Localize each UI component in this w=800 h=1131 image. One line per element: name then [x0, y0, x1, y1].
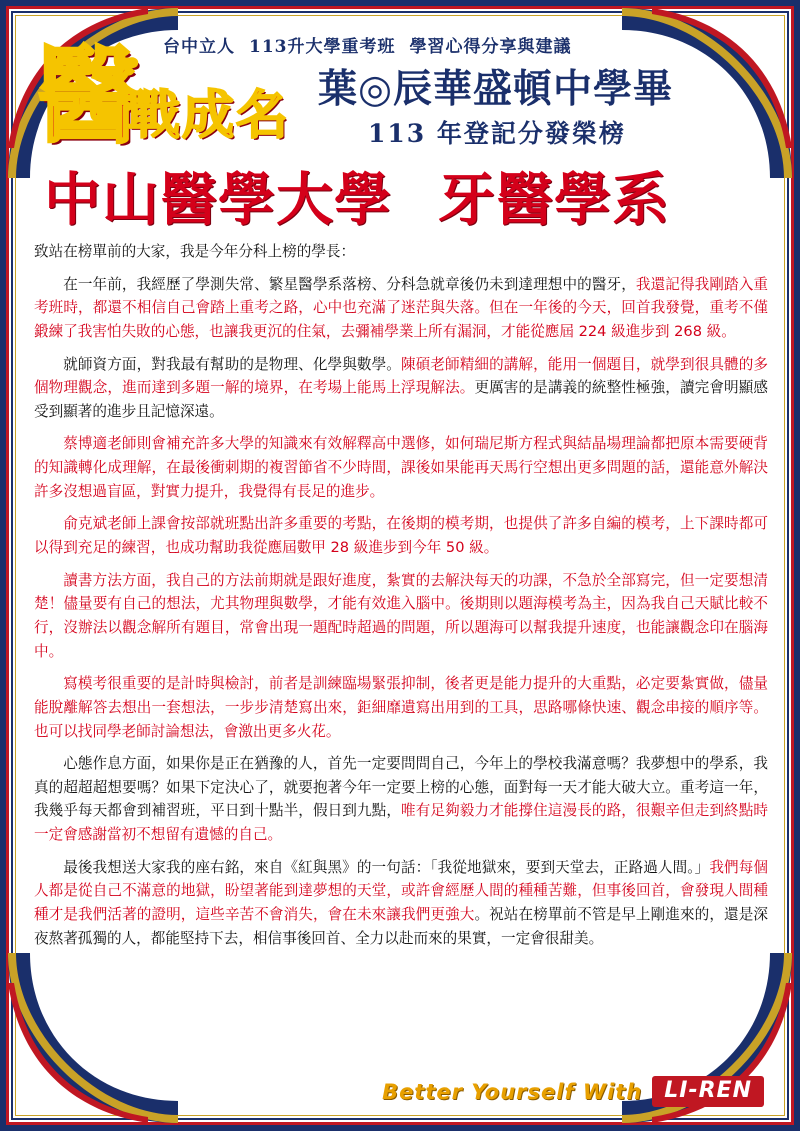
- admitted-program: [44, 154, 772, 236]
- university-name: 中山醫學大學: [44, 166, 392, 233]
- paragraph-6: [34, 672, 768, 743]
- p3-highlight: 蔡博適老師則會補充許多大學的知識來有效解釋高中選修，如何瑞尼斯方程式與結晶場理論都把原本需要硬背的知識轉化成理解，在最後衝刺期的複習節省不少時間，課後如果能再天馬行空想出更多問題的話，還能意外解決許多沒想過盲區，對實力提升，我覺得有長足的進步。: [34, 435, 768, 500]
- student-prev-school: 華盛頓中學畢: [433, 66, 674, 112]
- paragraph-7: [34, 752, 768, 847]
- student-identity: [318, 58, 673, 114]
- salutation-text: 致站在榜單前的大家，我是今年分科上榜的學長：: [34, 243, 356, 260]
- paragraph-8: [34, 856, 768, 951]
- p6-highlight: 寫模考很重要的是計時與檢討，前者是訓練臨場緊張抑制，後者更是能力提升的大重點，必定要紮實做，儘量能脫離解答去想出一套想法，一步步清楚寫出來，鉅細靡遺寫出用到的工具，思路哪條快速、觀念串接的順序等。也可以找同學老師討論想法，會激出更多火花。: [34, 675, 768, 740]
- footer-logo-liren: LI-REN: [652, 1076, 764, 1107]
- logo-yi-zhan-cheng-ming: [36, 34, 306, 164]
- p2-part-a: 就師資方面，對我最有幫助的是物理、化學與數學。: [63, 355, 401, 373]
- paragraph-3: [34, 432, 768, 503]
- p7-part-a: 心態作息方面，如果你是正在猶豫的人，首先一定要問問自己，今年上的學校我滿意嗎？我夢想中的學系，我真的超超超想要嗎？如果下定決心了，就要抱著今年一定要上榜的心態，面對每一天才能大破大立。重考這一年，我幾乎每天都會到補習班，平日到十點半，假日到九點，: [34, 755, 768, 820]
- paragraph-5: [34, 569, 768, 664]
- subtitle-share: 學習心得分享與建議: [409, 37, 572, 57]
- p7-part-b-highlight: 唯有足夠毅力才能撐住這漫長的路，很艱辛但走到終點時一定會感謝當初不想留有遺憾的自己。: [34, 802, 768, 844]
- paragraph-2: [34, 353, 768, 424]
- poster-content: [18, 18, 782, 1113]
- logo-char-yi: 醫: [36, 34, 141, 157]
- paragraph-1: [34, 273, 768, 344]
- paragraph-4: [34, 512, 768, 559]
- p2-part-c: 更厲害的是講義的統整性極強，讀完會明顯感受到顯著的進步且記憶深遠。: [34, 379, 768, 420]
- poster-header: [18, 18, 782, 268]
- student-name: 葉◎辰: [318, 66, 434, 112]
- class-name: 113升大學重考班: [249, 37, 396, 57]
- footer-branding: [382, 1076, 764, 1107]
- admission-year-label: 113 年登記分發榮榜: [368, 119, 626, 148]
- department-name: 牙醫學系: [438, 166, 670, 233]
- p1-part-a: 在一年前，我經歷了學測失常、繁星醫學系落榜、分科急就章後仍未到達理想中的醫牙，: [63, 275, 636, 293]
- p8-part-c: 。祝站在榜單前不管是早上剛進來的，還是深夜熬著孤獨的人，都能堅持下去，相信事後回首、全力以赴而來的果實，一定會很甜美。: [34, 906, 768, 947]
- paragraph-salutation: [34, 240, 768, 264]
- p5-highlight: 讀書方法方面，我自己的方法前期就是跟好進度，紮實的去解決每天的功課，不急於全部寫完，但一定要想清楚！儘量要有自己的想法，尤其物理與數學，才能有效進入腦中。後期則以題海模考為主，因為我自己天賦比較不行，沒辦法以觀念解所有題目，常會出現一題配時超過的問題，所以題海可以幫我提升速度，也能讓觀念印在腦海中。: [34, 571, 768, 660]
- logo-chars-zhan-cheng-ming: 戰成名: [128, 85, 291, 146]
- footer-slogan: Better Yourself With: [382, 1079, 643, 1104]
- p4-highlight: 俞克斌老師上課會按部就班點出許多重要的考點，在後期的模考期，也提供了許多自編的模考，上下課時都可以得到充足的練習，也成功幫助我從應屆數甲 28 級進步到今年 50 級。: [34, 515, 768, 557]
- p2-part-b-highlight: 陳碩老師精細的講解，能用一個題目，就學到很具體的多個物理觀念，進而達到多題一解的境界，在考場上能馬上浮現解法。: [34, 355, 768, 397]
- essay-body: [34, 240, 768, 959]
- p1-part-b-highlight: 我還記得我剛踏入重考班時，都還不相信自己會踏上重考之路，心中也充滿了迷茫與失落。但在一年後的今天，回首我發覺，重考不僅鍛練了我害怕失敗的心態，也讓我更沉的住氣，去彌補學業上所有漏洞，才能從應屆 224 級進步到 268 級。: [34, 275, 768, 340]
- school-name: 台中立人: [163, 37, 235, 57]
- p8-part-b-highlight: 我們每個人都是從自己不滿意的地獄，盼望著能到達夢想的天堂，或許會經歷人間的種種苦難，但事後回首，會發現人間種種才是我們活著的證明，這些辛苦不會消失，會在未來讓我們更強大: [34, 858, 768, 924]
- p8-part-a: 最後我想送大家我的座右銘，來自《紅與黑》的一句話：「我從地獄來，要到天堂去，正路過人間。」: [63, 858, 710, 876]
